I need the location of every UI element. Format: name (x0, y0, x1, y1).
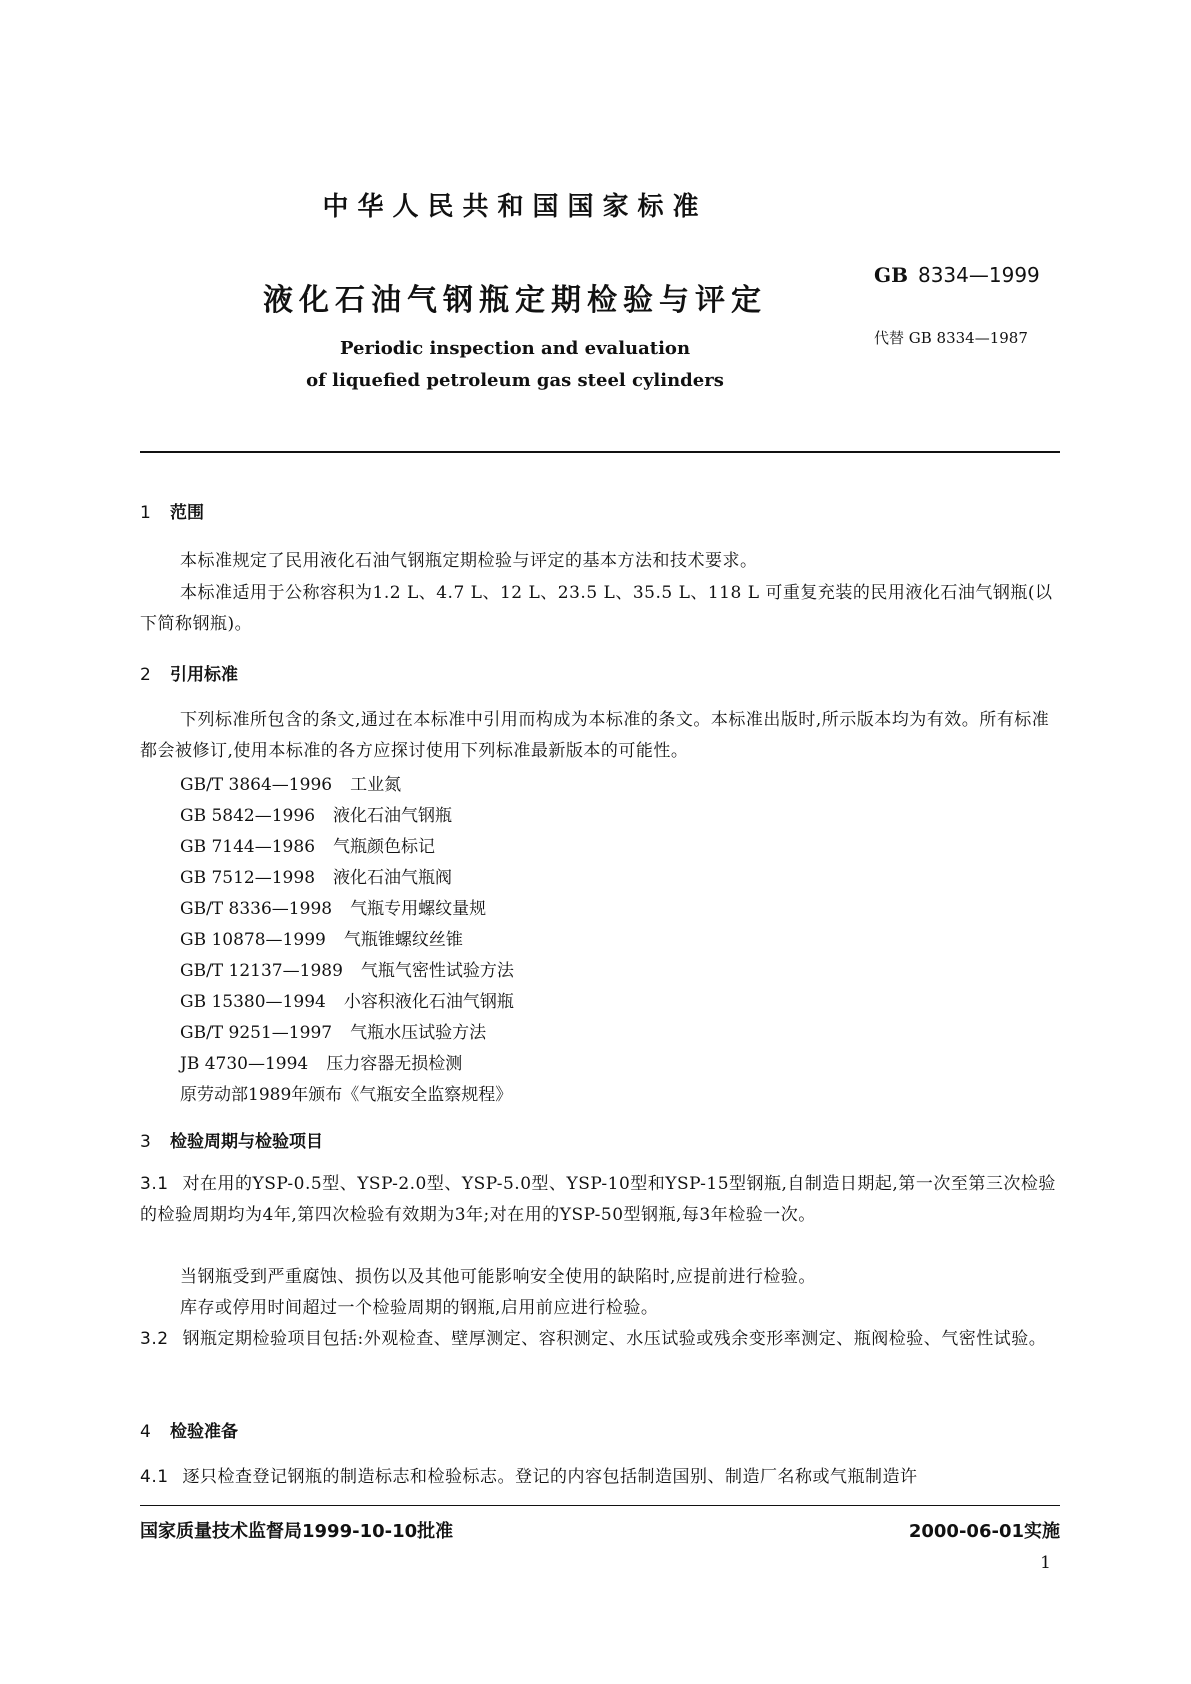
clause-4-1: 4.1 逐只检查登记钢瓶的制造标志和检验标志。登记的内容包括制造国别、制造厂名称或气瓶制造许 (140, 1467, 918, 1487)
footer-divider (140, 1505, 1060, 1506)
section-2-paragraph-1: 下列标准所包含的条文,通过在本标准中引用而构成为本标准的条文。本标准出版时,所示版本均为有效。所有标准都会被修订,使用本标准的各方应探讨使用下列标准最新版本的可能性。 (140, 710, 1050, 761)
page-number: 1 (1040, 1553, 1051, 1573)
section-3-heading: 3 检验周期与检验项目 (140, 1132, 323, 1152)
reference-item: GB/T 9251—1997 气瓶水压试验方法 (180, 1023, 487, 1043)
english-title-line-1: Periodic inspection and evaluation (339, 338, 691, 359)
section-4-heading: 4 检验准备 (140, 1422, 238, 1442)
reference-item: 原劳动部1989年颁布《气瓶安全监察规程》 (180, 1085, 513, 1105)
standard-code: 8334—1999 (917, 263, 1040, 287)
reference-item: GB/T 3864—1996 工业氮 (180, 775, 402, 795)
section-1-paragraph-2: 本标准适用于公称容积为1.2 L、4.7 L、12 L、23.5 L、35.5 L、118 L 可重复充装的民用液化石油气钢瓶(以下简称钢瓶)。 (140, 583, 1053, 634)
reference-item: GB 5842—1996 液化石油气钢瓶 (180, 806, 453, 826)
reference-item: JB 4730—1994 压力容器无损检测 (180, 1054, 463, 1074)
section-3-paragraph-2: 当钢瓶受到严重腐蚀、损伤以及其他可能影响安全使用的缺陷时,应提前进行检验。 (180, 1267, 816, 1287)
standard-number (874, 263, 1040, 287)
section-1-paragraph-1: 本标准规定了民用液化石油气钢瓶定期检验与评定的基本方法和技术要求。 (180, 551, 758, 571)
section-2-heading: 2 引用标准 (140, 665, 238, 685)
approval-date: 国家质量技术监督局1999-10-10批准 (140, 1521, 454, 1542)
header-divider (140, 451, 1060, 453)
effective-date: 2000-06-01实施 (908, 1521, 1060, 1542)
reference-item: GB 15380—1994 小容积液化石油气钢瓶 (180, 992, 514, 1012)
clause-3-1: 3.1 对在用的YSP-0.5型、YSP-2.0型、YSP-5.0型、YSP-10型和YSP-15型钢瓶,自制造日期起,第一次至第三次检验的检验周期均为4年,第四次检验有效期为3年;对在用的YSP-50型钢瓶,每3年检验一次。 (140, 1174, 1056, 1225)
clause-3-2: 3.2 钢瓶定期检验项目包括:外观检查、壁厚测定、容积测定、水压试验或残余变形率测定、瓶阀检验、气密性试验。 (140, 1329, 1047, 1349)
reference-item: GB/T 12137—1989 气瓶气密性试验方法 (180, 961, 514, 981)
section-3-paragraph-3: 库存或停用时间超过一个检验周期的钢瓶,启用前应进行检验。 (180, 1298, 659, 1318)
english-title-line-2: of liquefied petroleum gas steel cylinders (306, 370, 724, 391)
reference-item: GB/T 8336—1998 气瓶专用螺纹量规 (180, 899, 487, 919)
reference-item: GB 7144—1986 气瓶颜色标记 (180, 837, 436, 857)
reference-item: GB 7512—1998 液化石油气瓶阀 (180, 868, 453, 888)
replaces-note: 代替 GB 8334—1987 (874, 329, 1028, 347)
standard-prefix: GB (874, 263, 908, 287)
document-title: 液化石油气钢瓶定期检验与评定 (263, 283, 767, 318)
section-1-heading: 1 范围 (140, 503, 204, 523)
standard-category-title: 中华人民共和国国家标准 (322, 192, 708, 222)
reference-item: GB 10878—1999 气瓶锥螺纹丝锥 (180, 930, 463, 950)
